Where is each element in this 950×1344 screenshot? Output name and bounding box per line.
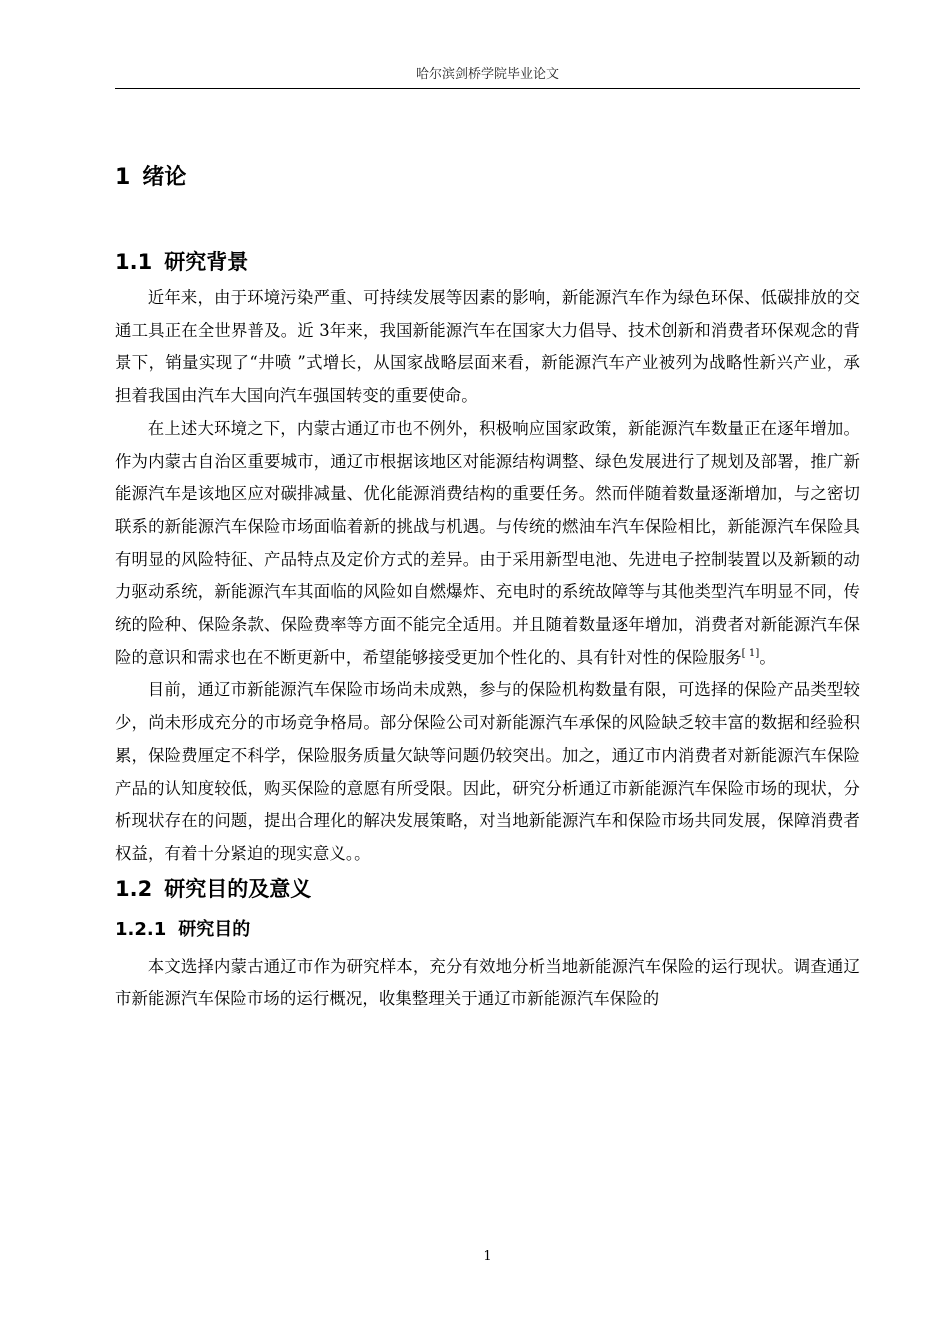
paragraph-text: 在上述大环境之下，内蒙古通辽市也不例外，积极响应国家政策，新能源汽车数量正在逐年增加。作为内蒙古自治区重要城市，通辽市根据该地区对能源结构调整、绿色发展进行了规划及部署，推广新能源汽车是该地区应对碳排减量、优化能源消费结构的重要任务。然而伴随着数量逐渐增加，与之密切联系的新能源汽车保险市场面临着新的挑战与机遇。与传统的燃油车汽车保险相比，新能源汽车保险具有明显的风险特征、产品特点及定价方式的差异。由于采用新型电池、先进电子控制装置以及新颖的动力驱动系统，新能源汽车其面临的风险如自燃爆炸、充电时的系统故障等与其他类型汽车明显不同，传统的险种、保险条款、保险费率等方面不能完全适用。并且随着数量逐年增加，消费者对新能源汽车保险的意识和需求也在不断更新中，希望能够接受更加个性化的、具有针对性的保险服务 [115,418,860,667]
citation-marker: [ 1] [741,647,760,659]
section-title: 研究背景 [164,250,249,274]
paragraph: 本文选择内蒙古通辽市作为研究样本，充分有效地分析当地新能源汽车保险的运行现状。调查通辽市新能源汽车保险市场的运行概况，收集整理关于通辽市新能源汽车保险的 [115,956,860,1009]
page-number: 1 [483,1249,492,1264]
section-number: 1.2 [115,876,153,901]
body-text [115,160,860,1016]
running-header: 哈尔滨剑桥学院毕业论文 [415,67,559,82]
section-heading [115,871,860,907]
section-number: 1.1 [115,250,153,274]
paragraph: 近年来，由于环境污染严重、可持续发展等因素的影响，新能源汽车作为绿色环保、低碳排放的交通工具正在全世界普及。近 3年来，我国新能源汽车在国家大力倡导、技术创新和消费者环保观念的背景下，销量实现了“井喷 ”式增长，从国家战略层面来看，新能源汽车产业被列为战略性新兴产业，承担着我国由汽车大国向汽车强国转变的重要使命。 [115,288,860,406]
subsection-heading [115,913,860,947]
paragraph: 目前，通辽市新能源汽车保险市场尚未成熟，参与的保险机构数量有限，可选择的保险产品类型较少，尚未形成充分的市场竞争格局。部分保险公司对新能源汽车承保的风险缺乏较丰富的数据和经验积累，保险费厘定不科学，保险服务质量欠缺等问题仍较突出。加之，通辽市内消费者对新能源汽车保险产品的认知度较低，购买保险的意愿有所受限。因此，研究分析通辽市新能源汽车保险市场的现状，分析现状存在的问题，提出合理化的解决发展策略，对当地新能源汽车和保险市场共同发展，保障消费者权益，有着十分紧迫的现实意义。。 [115,680,860,863]
header-rule [115,88,860,89]
chapter-number: 1 [115,165,131,190]
section-heading [115,244,860,280]
chapter-heading [115,160,860,196]
subsection-title: 研究目的 [178,918,251,940]
section-title: 研究目的及意义 [164,876,312,901]
paragraph [115,413,860,675]
subsection-number: 1.2.1 [115,918,167,940]
paragraph-end: 。 [759,647,776,667]
chapter-title: 绪论 [142,165,187,190]
